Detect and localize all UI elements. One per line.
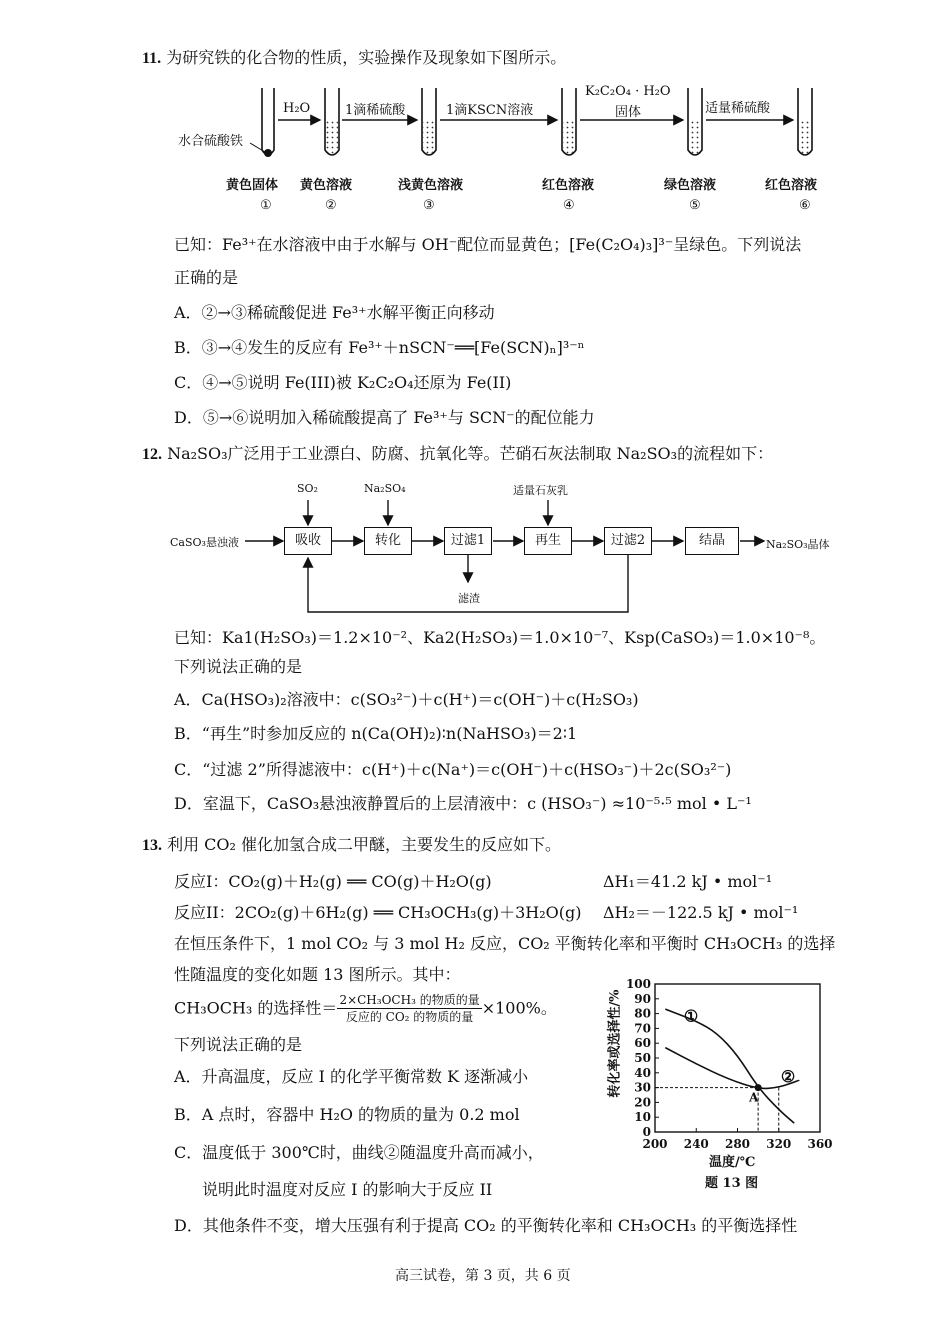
q13-condition-2: 性随温度的变化如题 13 图所示。其中： (174, 965, 461, 984)
flow-box-crystal: 结晶 (685, 527, 739, 555)
q13-option-c[interactable]: C．温度低于 300℃时，曲线②随温度升高而减小， (174, 1143, 544, 1162)
tube-3-label: 浅黄色溶液 (398, 178, 464, 193)
tube-6 (798, 88, 812, 155)
chart-ticks (626, 977, 833, 1151)
chart-annotations (655, 1007, 795, 1132)
q12-option-d[interactable]: D．室温下，CaSO₃悬浊液静置后的上层清液中：c (HSO₃⁻) ≈10⁻⁵·⁵ mol • L⁻¹ (174, 794, 752, 813)
q13-option-b[interactable]: B．A 点时，容器中 H₂O 的物质的量为 0.2 mol (174, 1105, 520, 1124)
q13-option-d[interactable]: D．其他条件不变，增大压强有利于提高 CO₂ 的平衡转化率和 CH₃OCH₃ 的平衡选择性 (174, 1216, 798, 1235)
flow-box-filter2: 过滤2 (604, 527, 652, 555)
y-tick-label: 10 (634, 1110, 651, 1125)
q13-reaction-2: 反应II：2CO₂(g)＋6H₂(g) ══ CH₃OCH₃(g)＋3H₂O(g) (174, 903, 582, 922)
q12-number: 12. (142, 446, 162, 463)
q13-ask: 下列说法正确的是 (174, 1035, 303, 1054)
arrow-2-label: 1滴稀硫酸 (345, 103, 406, 118)
curve-2-label: ② (780, 1067, 796, 1087)
x-tick-label: 320 (766, 1137, 792, 1151)
flow-residue: 滤渣 (458, 592, 480, 605)
q11-option-c[interactable]: C．④→⑤说明 Fe(III)被 K₂C₂O₄还原为 Fe(II) (174, 373, 512, 392)
flow-box-regen: 再生 (524, 527, 572, 555)
sel-numerator: 2×CH₃OCH₃ 的物质的量 (339, 993, 480, 1007)
q11-experiment-diagram (170, 80, 850, 170)
tube-3 (422, 88, 436, 155)
x-tick-label: 200 (642, 1137, 668, 1151)
flow-box-convert: 转化 (364, 527, 412, 555)
q12-stem-line (142, 444, 773, 465)
q11-option-d[interactable]: D．⑤→⑥说明加入稀硫酸提高了 Fe³⁺与 SCN⁻的配位能力 (174, 408, 595, 427)
q13-stem-line (142, 835, 561, 856)
y-tick-label: 70 (634, 1021, 651, 1036)
q12-option-c[interactable]: C．“过滤 2”所得滤液中：c(H⁺)＋c(Na⁺)＝c(OH⁻)＋c(HSO₃⁻)＋2c(SO₃²⁻) (174, 760, 732, 779)
sel-denominator: 反应的 CO₂ 的物质的量 (345, 1010, 474, 1024)
plot-frame (655, 984, 820, 1132)
series-curve-2 (665, 1048, 799, 1089)
q12-flow-diagram (160, 478, 860, 618)
chart-frame (655, 984, 820, 1132)
q11-start-label: 水合硫酸铁 (178, 134, 244, 149)
q12-ask: 下列说法正确的是 (174, 657, 303, 676)
q13-option-a[interactable]: A．升高温度，反应 I 的化学平衡常数 K 逐渐减小 (174, 1067, 529, 1086)
q13-option-c-cont[interactable]: 说明此时温度对反应 I 的影响大于反应 II (202, 1180, 493, 1199)
tube-4-label: 红色溶液 (542, 178, 595, 193)
q13-reaction-1: 反应I：CO₂(g)＋H₂(g) ══ CO(g)＋H₂O(g) (174, 872, 492, 891)
q11-known-2: 正确的是 (174, 268, 239, 287)
q11-stem: 为研究铁的化合物的性质，实验操作及现象如下图所示。 (166, 48, 567, 67)
q13-stem: 利用 CO₂ 催化加氢合成二甲醚，主要发生的反应如下。 (167, 835, 562, 854)
flow-input-na2so4: Na₂SO₄ (364, 482, 406, 495)
q12-option-b[interactable]: B．“再生”时参加反应的 n(Ca(OH)₂)∶n(NaHSO₃)＝2∶1 (174, 724, 578, 743)
tube-2 (325, 88, 339, 155)
y-tick-label: 80 (634, 1006, 651, 1021)
curve-1-label: ① (683, 1006, 699, 1026)
tube-6-num: ⑥ (799, 198, 811, 213)
flow-input-so2: SO₂ (297, 482, 318, 495)
chart-series (665, 1006, 799, 1123)
tube-3-num: ③ (423, 198, 435, 213)
chart-xlabel: 温度/℃ (709, 1155, 756, 1170)
q13-dh2: ΔH₂＝－122.5 kJ • mol⁻¹ (603, 903, 799, 922)
y-tick-label: 0 (642, 1125, 651, 1139)
tube-2-num: ② (325, 198, 337, 213)
chart-ylabel: 转化率或选择性/% (607, 989, 623, 1098)
page-footer: 高三试卷，第 3 页，共 6 页 (395, 1268, 571, 1284)
sel-prefix: CH₃OCH₃ 的选择性＝ (174, 998, 338, 1018)
arrow-3-label: 1滴KSCN溶液 (446, 103, 534, 118)
flow-input-lime: 适量石灰乳 (513, 484, 568, 497)
flow-start: CaSO₃悬浊液 (170, 536, 239, 549)
q12-option-a[interactable]: A．Ca(HSO₃)₂溶液中：c(SO₃²⁻)＋c(H⁺)＝c(OH⁻)＋c(H₂SO₃) (174, 690, 639, 709)
x-tick-label: 280 (724, 1137, 751, 1151)
tube-5-num: ⑤ (689, 198, 701, 213)
q11-number: 11. (142, 50, 162, 67)
y-tick-label: 60 (634, 1036, 651, 1051)
tube-1-num: ① (260, 198, 272, 213)
tube-1 (262, 88, 274, 157)
tube-5 (688, 88, 702, 155)
q13-selectivity (174, 992, 557, 1025)
q11-stem-line (142, 48, 566, 69)
q13-condition-1: 在恒压条件下，1 mol CO₂ 与 3 mol H₂ 反应，CO₂ 平衡转化率和平衡时 CH₃OCH₃ 的选择 (174, 934, 836, 953)
arrow-4-sub: 固体 (615, 105, 642, 120)
arrow-5-label: 适量稀硫酸 (705, 101, 771, 116)
series-curve-1 (665, 1006, 794, 1123)
sel-suffix: ×100%。 (481, 998, 557, 1018)
y-tick-label: 50 (634, 1051, 651, 1065)
flow-product: Na₂SO₃晶体 (766, 538, 830, 551)
point-a-label: A (749, 1090, 759, 1105)
y-tick-label: 30 (634, 1080, 651, 1095)
q13-number: 13. (142, 837, 162, 854)
arrow-1-label: H₂O (283, 101, 311, 116)
q11-known-1: 已知：Fe³⁺在水溶液中由于水解与 OH⁻配位而显黄色；[Fe(C₂O₄)₃]³⁻呈绿色。下列说法 (174, 235, 802, 254)
tube-5-label: 绿色溶液 (664, 178, 717, 193)
y-tick-label: 20 (634, 1095, 651, 1110)
tube-4 (562, 88, 576, 155)
tube-4-num: ④ (563, 198, 575, 213)
tube-6-label: 红色溶液 (765, 178, 818, 193)
y-tick-label: 90 (634, 991, 651, 1006)
q13-dh1: ΔH₁＝41.2 kJ • mol⁻¹ (603, 872, 773, 891)
q12-known: 已知：Ka1(H₂SO₃)＝1.2×10⁻²、Ka2(H₂SO₃)＝1.0×10⁻⁷、Ksp(CaSO₃)＝1.0×10⁻⁸。 (174, 628, 826, 647)
q12-stem: Na₂SO₃广泛用于工业漂白、防腐、抗氧化等。芒硝石灰法制取 Na₂SO₃的流程如下： (167, 444, 774, 463)
x-tick-label: 360 (807, 1137, 833, 1151)
tube-2-label: 黄色溶液 (300, 178, 353, 193)
flow-box-filter1: 过滤1 (444, 527, 492, 555)
chart-caption: 题 13 图 (705, 1176, 759, 1191)
arrow-4-label: K₂C₂O₄ · H₂O (585, 84, 671, 99)
x-tick-label: 240 (683, 1137, 709, 1151)
q11-option-a[interactable]: A．②→③稀硫酸促进 Fe³⁺水解平衡正向移动 (174, 303, 495, 322)
tube-1-label: 黄色固体 (226, 178, 279, 193)
y-tick-label: 100 (625, 977, 651, 991)
q11-option-b[interactable]: B．③→④发生的反应有 Fe³⁺＋nSCN⁻══[Fe(SCN)ₙ]³⁻ⁿ (174, 338, 585, 357)
flow-box-absorb: 吸收 (284, 527, 332, 555)
y-tick-label: 40 (634, 1065, 651, 1080)
sel-fraction (337, 992, 481, 1025)
